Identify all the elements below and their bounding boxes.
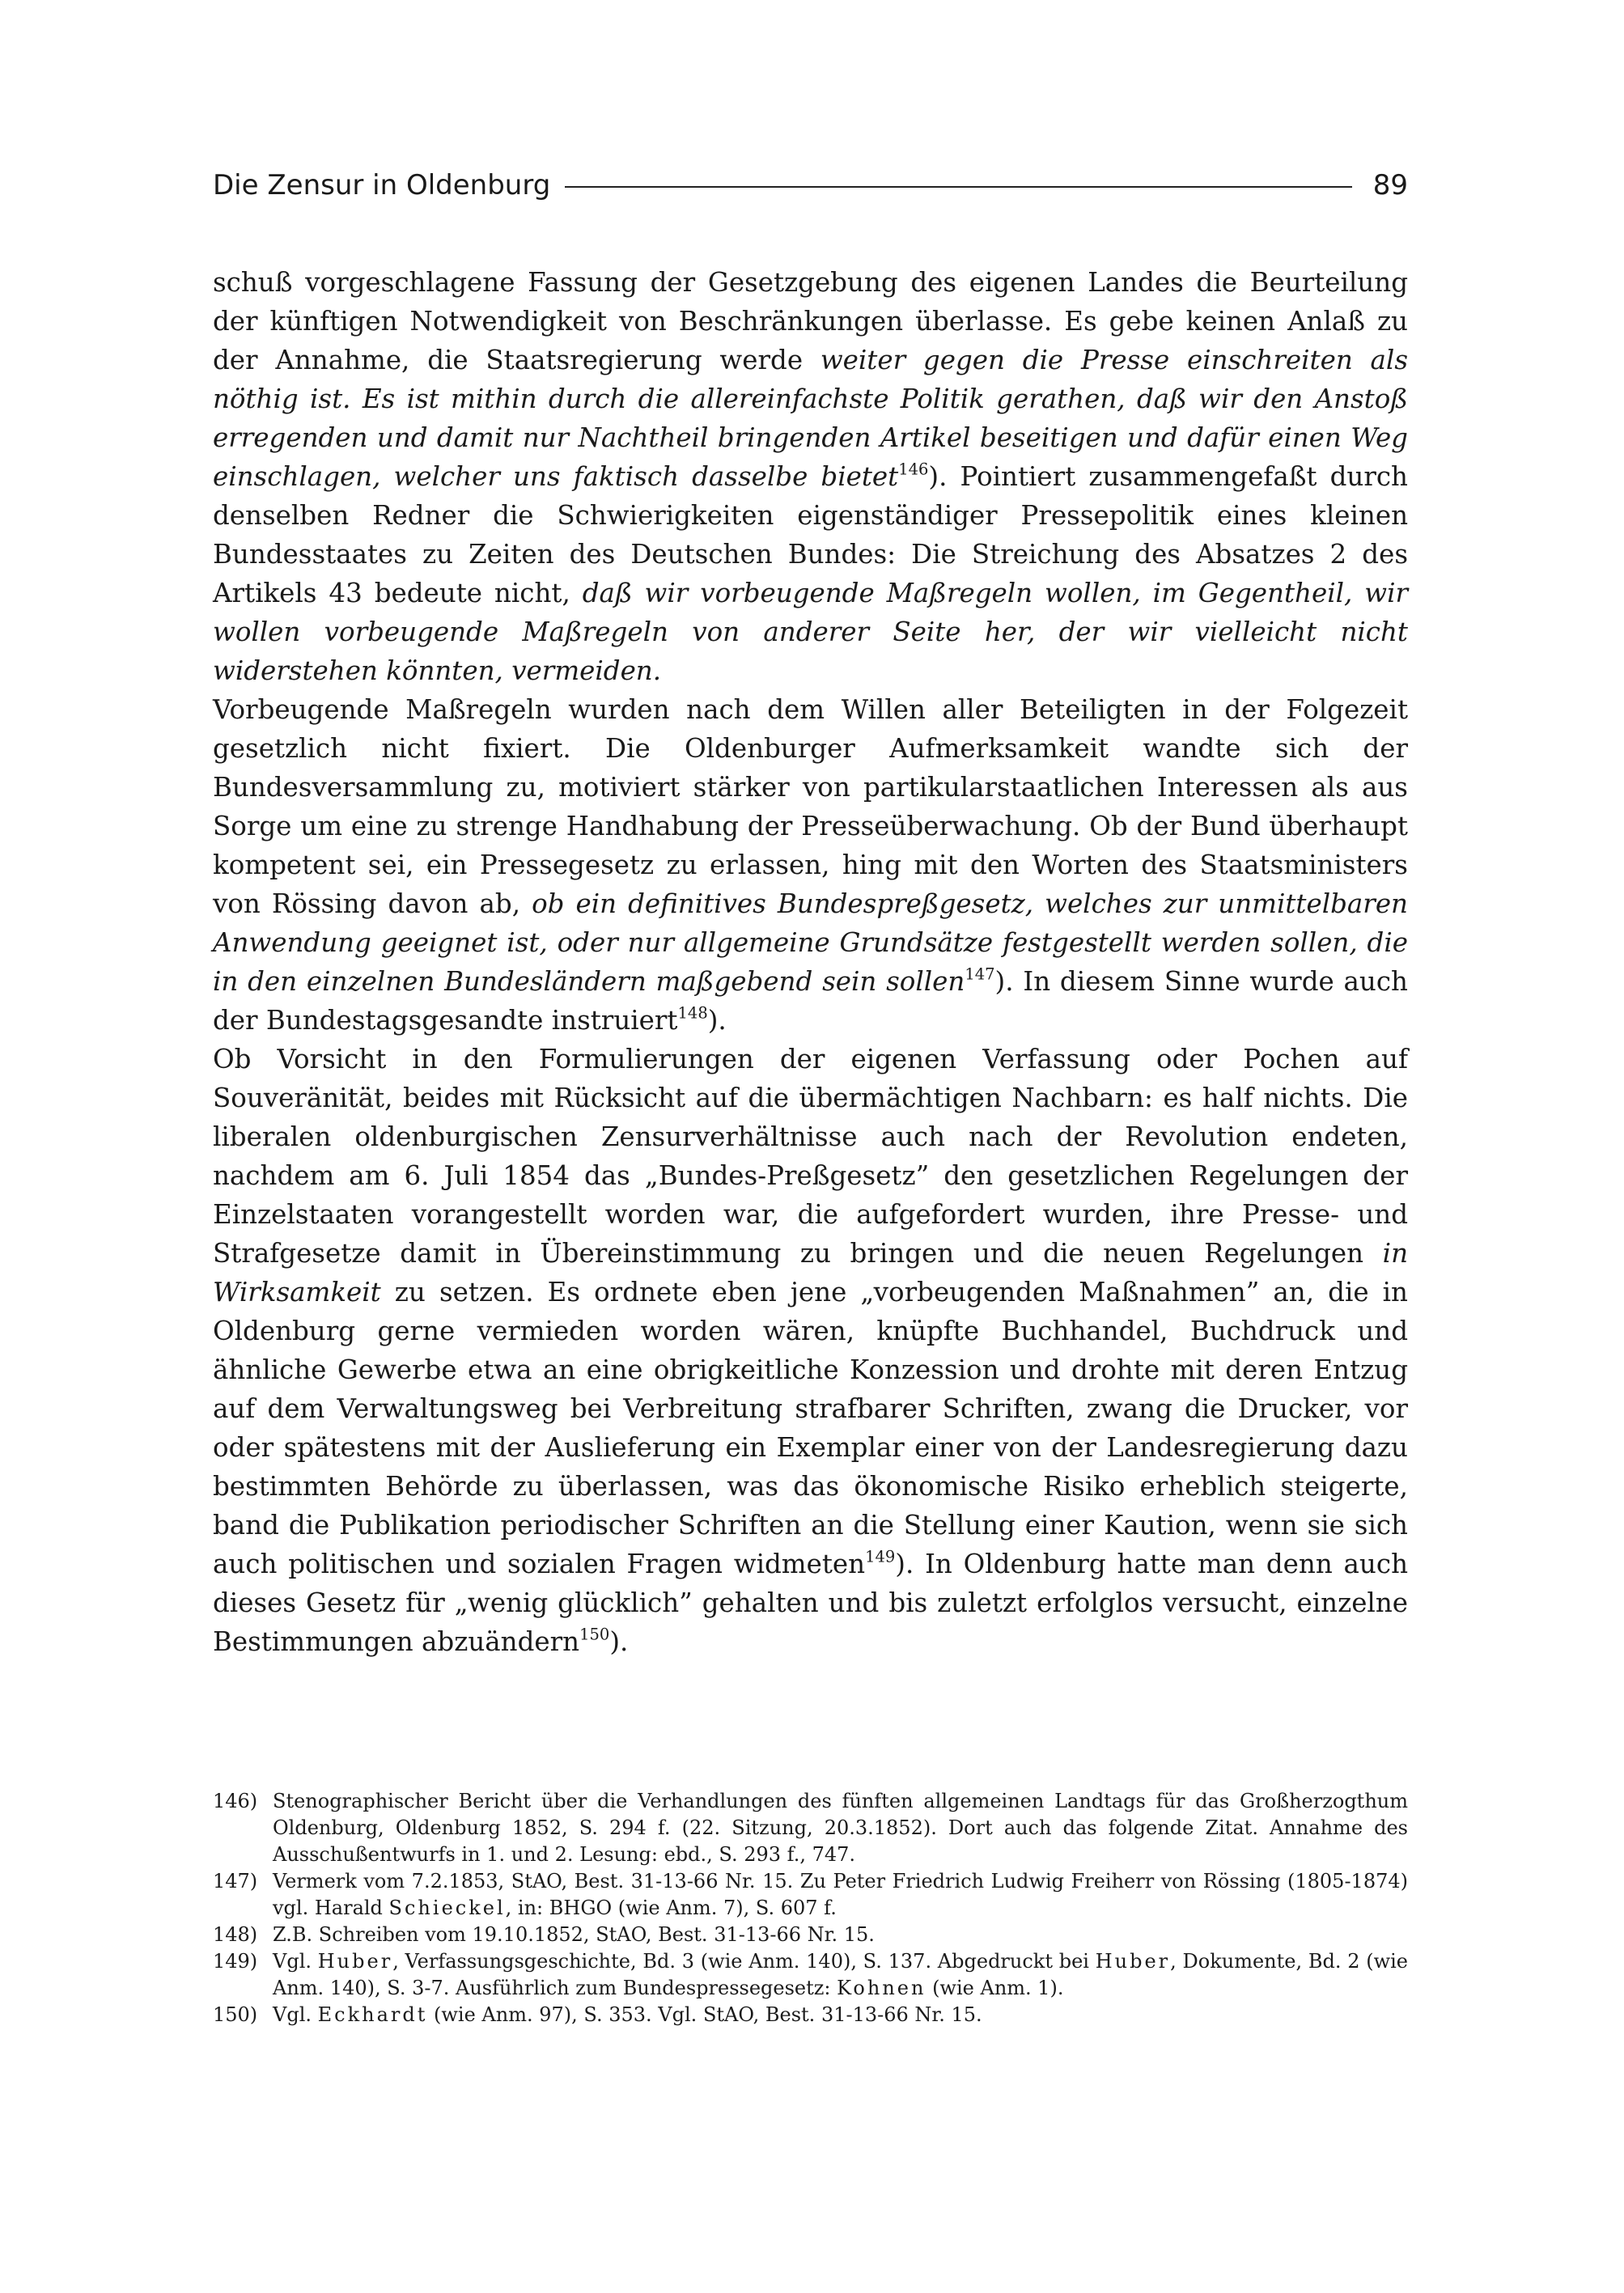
- italic-quote: daß wir vorbeugende Maßregeln wollen, im Gegentheil, wir wollen vorbeugende Maßregeln von anderer Seite her, der wir vielleicht nicht widerstehen könnten, vermeiden.: [213, 578, 1408, 686]
- text-run: Vgl.: [273, 2003, 318, 2026]
- footnotes: [213, 1788, 1408, 2028]
- footnote-ref: 150: [579, 1625, 610, 1644]
- text-run: (wie Anm. 1).: [926, 1977, 1064, 1999]
- footnote-ref: 148: [677, 1003, 708, 1023]
- footnote-number: 149): [213, 1950, 258, 1973]
- author-name: Schieckel: [388, 1897, 506, 1919]
- running-header: [213, 167, 1408, 203]
- text-run: , Dokumente, Bd. 2 (wie Anm. 140), S. 3-7. Ausführlich zum Bundespressegesetz:: [273, 1950, 1408, 1999]
- header-rule: [565, 186, 1351, 188]
- author-name: Huber: [317, 1950, 393, 1973]
- author-name: Kohnen: [837, 1977, 926, 1999]
- italic-quote: in Wirksamkeit: [213, 1238, 1408, 1308]
- footnote-147: [213, 1868, 1408, 1922]
- footnote-ref: 147: [965, 964, 995, 984]
- author-name: Huber: [1095, 1950, 1171, 1973]
- text-run: Ob Vorsicht in den Formulierungen der eigenen Verfassung oder Pochen auf Souveränität, beides mit Rücksicht auf die übermächtigen Nachbarn: es half nichts. Die liberalen oldenburgischen Zensurverhältnisse auch nach der Revolution endeten, nachdem am 6. Juli 1854 das „Bundes-Preßgesetz” den gesetzlichen Regelungen der Einzelstaaten vorangestellt worden war, die aufgefordert wurden, ihre Presse- und Strafgesetze damit in Übereinstimmung zu bringen und die neuen Regelungen: [213, 1044, 1408, 1269]
- body-text: [213, 263, 1408, 1661]
- footnote-number: 146): [213, 1790, 258, 1812]
- text-run: , Verfassungsgeschichte, Bd. 3 (wie Anm. 140), S. 137. Abgedruckt bei: [392, 1950, 1096, 1973]
- page-number: 89: [1372, 169, 1408, 201]
- footnote-148: [213, 1922, 1408, 1948]
- footnote-ref: 146: [898, 460, 929, 479]
- italic-quote: ob ein definitives Bundespreßgesetz, welches zur unmittelbaren Anwendung geeignet ist, oder nur allgemeine Grundsätze festgestellt werden sollen, die in den einzelnen Bundesländern maßgebend sein sollen: [213, 888, 1408, 997]
- paragraph: [213, 690, 1408, 1040]
- text-run: ). In diesem Sinne wurde auch der Bundestagsgesandte instruiert: [213, 966, 1408, 1036]
- text-run: ).: [707, 1005, 727, 1036]
- footnote-146: [213, 1788, 1408, 1868]
- text-run: Stenographischer Bericht über die Verhandlungen des fünften allgemeinen Landtags für das Großherzogthum Oldenburg, Oldenburg 1852, S. 294 f. (22. Sitzung, 20.3.1852). Dort auch das folgende Zitat. Annahme des Ausschußentwurfs in 1. und 2. Lesung: ebd., S. 293 f., 747.: [273, 1790, 1408, 1866]
- author-name: Eckhardt: [317, 2003, 428, 2026]
- text-run: Z.B. Schreiben vom 19.10.1852, StAO, Best. 31-13-66 Nr. 15.: [273, 1923, 875, 1946]
- text-run: (wie Anm. 97), S. 353. Vgl. StAO, Best. 31-13-66 Nr. 15.: [427, 2003, 982, 2026]
- text-run: , in: BHGO (wie Anm. 7), S. 607 f.: [505, 1897, 837, 1919]
- running-title: Die Zensur in Oldenburg: [213, 169, 551, 201]
- paragraph: [213, 1040, 1408, 1661]
- text-run: ). Pointiert zusammengefaßt durch denselben Redner die Schwierigkeiten eigenständiger Pressepolitik eines kleinen Bundesstaates zu Zeiten des Deutschen Bundes: Die Streichung des Absatzes 2 des Artikels 43 bedeute nicht,: [213, 461, 1408, 608]
- italic-quote: weiter gegen die Presse einschreiten als nöthig ist. Es ist mithin durch die allereinfachste Politik gerathen, daß wir den Anstoß erregenden und damit nur Nachtheil bringenden Artikel beseitigen und dafür einen Weg einschlagen, welcher uns faktisch dasselbe bietet: [213, 345, 1408, 492]
- text-run: ). In Oldenburg hatte man denn auch dieses Gesetz für „wenig glücklich” gehalten und bis zuletzt erfolglos versucht, einzelne Bestimmungen abzuändern: [213, 1549, 1409, 1657]
- text-run: Vermerk vom 7.2.1853, StAO, Best. 31-13-66 Nr. 15. Zu Peter Friedrich Ludwig Freiherr von Rössing (1805-1874) vgl. Harald: [273, 1870, 1408, 1919]
- footnote-ref: 149: [865, 1547, 896, 1566]
- paragraph: [213, 263, 1408, 690]
- text-run: Vgl.: [273, 1950, 318, 1973]
- text-run: zu setzen. Es ordnete eben jene „vorbeugenden Maßnahmen” an, die in Oldenburg gerne vermieden worden wären, knüpfte Buchhandel, Buchdruck und ähnliche Gewerbe etwa an eine obrigkeitliche Konzession und drohte mit deren Entzug auf dem Verwaltungsweg bei Verbreitung strafbarer Schriften, zwang die Drucker, vor oder spätestens mit der Auslieferung ein Exemplar einer von der Landesregierung dazu bestimmten Behörde zu überlassen, was das ökonomische Risiko erheblich steigerte, band die Publikation periodischer Schriften an die Stellung einer Kaution, wenn sie sich auch politischen und sozialen Fragen widmeten: [213, 1277, 1408, 1579]
- footnote-text: [273, 1788, 1408, 1868]
- footnote-number: 147): [213, 1870, 258, 1892]
- footnote-149: [213, 1948, 1408, 2002]
- footnote-text: [273, 1948, 1408, 2002]
- footnote-number: 150): [213, 2003, 258, 2026]
- text-run: Vorbeugende Maßregeln wurden nach dem Willen aller Beteiligten in der Folgezeit gesetzlich nicht fixiert. Die Oldenburger Aufmerksamkeit wandte sich der Bundesversammlung zu, motiviert stärker von partikularstaatlichen Interessen als aus Sorge um eine zu strenge Handhabung der Presseüberwachung. Ob der Bund überhaupt kompetent sei, ein Pressegesetz zu erlassen, hing mit den Worten des Staatsministers von Rössing davon ab,: [213, 694, 1408, 919]
- footnote-number: 148): [213, 1923, 258, 1946]
- footnote-text: [273, 1922, 1408, 1948]
- text-run: schuß vorgeschlagene Fassung der Gesetzgebung des eigenen Landes die Beurteilung der künftigen Notwendigkeit von Beschränkungen überlasse. Es gebe keinen Anlaß zu der Annahme, die Staatsregierung werde: [213, 267, 1408, 375]
- footnote-text: [273, 1868, 1408, 1922]
- text-run: ).: [609, 1626, 629, 1657]
- footnote-150: [213, 2002, 1408, 2028]
- footnote-text: [273, 2002, 1408, 2028]
